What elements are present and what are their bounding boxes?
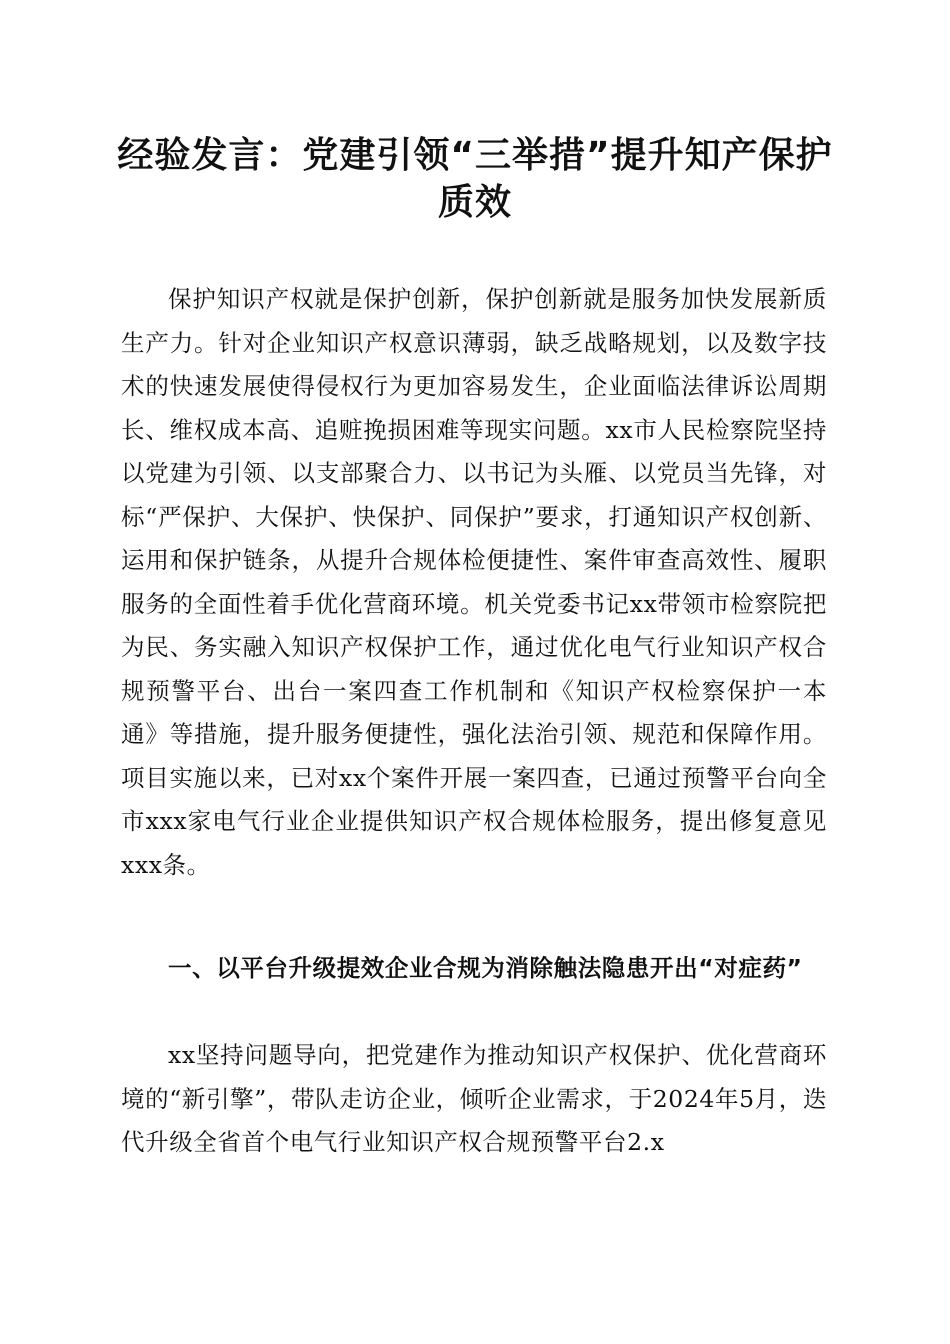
document-title: 经验发言：党建引领“三举措”提升知产保护质效 — [117, 135, 833, 223]
section-1-paragraph: xx坚持问题导向，把党建作为推动知识产权保护、优化营商环境的“新引擎”，带队走访企业，倾听企业需求，于2024年5月，迭代升级全省首个电气行业知识产权合规预警平台2.x — [121, 1041, 827, 1156]
section-heading-1: 一、以平台升级提效企业合规为消除触法隐患开出“对症药” — [168, 954, 803, 982]
intro-paragraph: 保护知识产权就是保护创新，保护创新就是服务加快发展新质生产力。针对企业知识产权意识薄弱，缺乏战略规划，以及数字技术的快速发展使得侵权行为更加容易发生，企业面临法律诉讼周期长、维权成本高、追赃挽损困难等现实问题。xx市人民检察院坚持以党建为引领、以支部聚合力、以书记为头雁、以党员当先锋，对标“严保护、大保护、快保护、同保护”要求，打通知识产权创新、运用和保护链条，从提升合规体检便捷性、案件审查高效性、履职服务的全面性着手优化营商环境。机关党委书记xx带领市检察院把为民、务实融入知识产权保护工作，通过优化电气行业知识产权合规预警平台、出台一案四查工作机制和《知识产权检察保护一本通》等措施，提升服务便捷性，强化法治引领、规范和保障作用。项目实施以来，已对xx个案件开展一案四查，已通过预警平台向全市xxx家电气行业企业提供知识产权合规体检服务，提出修复意见xxx条。 — [121, 285, 827, 879]
